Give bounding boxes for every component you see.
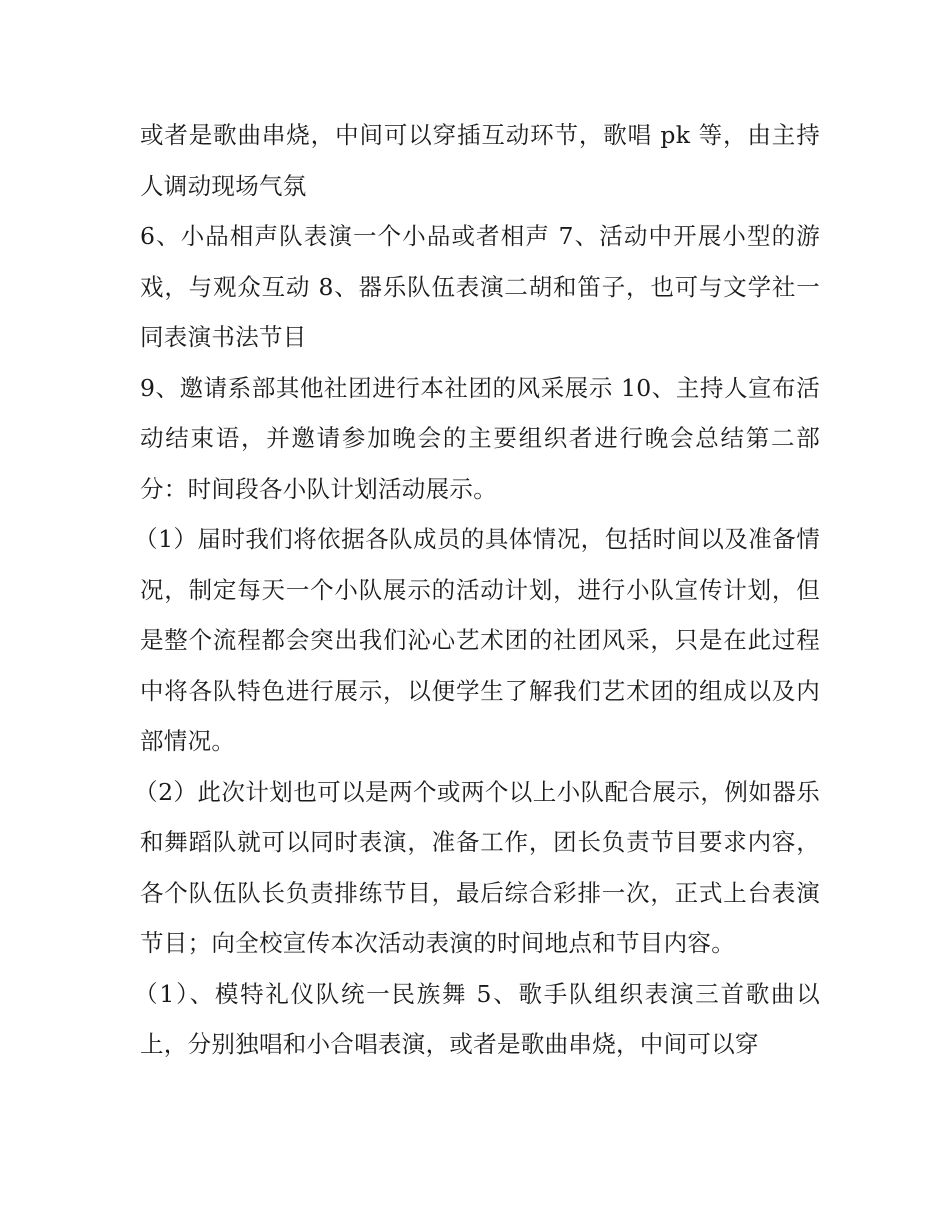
document-body	[134, 110, 820, 1070]
paragraph-5: （2）此次计划也可以是两个或两个以上小队配合展示，例如器乐和舞蹈队就可以同时表演，准备工作，团长负责节目要求内容，各个队伍队长负责排练节目，最后综合彩排一次，正式上台表演节目；向全校宣传本次活动表演的时间地点和节目内容。	[134, 777, 820, 957]
paragraph-2: 6、小品相声队表演一个小品或者相声 7、活动中开展小型的游戏，与观众互动 8、器乐队伍表演二胡和笛子，也可与文学社一同表演书法节目	[140, 222, 820, 351]
paragraph-6: （1）、模特礼仪队统一民族舞 5、歌手队组织表演三首歌曲以上，分别独唱和小合唱表演，或者是歌曲串烧，中间可以穿	[134, 979, 820, 1058]
paragraph-3: 9、邀请系部其他社团进行本社团的风采展示 10、主持人宣布活动结束语，并邀请参加晚会的主要组织者进行晚会总结第二部分：时间段各小队计划活动展示。	[140, 373, 820, 503]
paragraph-1: 或者是歌曲串烧，中间可以穿插互动环节，歌唱 pk 等，由主持人调动现场气氛	[140, 121, 820, 200]
paragraph-4: （1）届时我们将依据各队成员的具体情况，包括时间以及准备情况，制定每天一个小队展示的活动计划，进行小队宣传计划，但是整个流程都会突出我们沁心艺术团的社团风采，只是在此过程中将各队特色进行展示，以便学生了解我们艺术团的组成以及内部情况。	[134, 525, 820, 755]
